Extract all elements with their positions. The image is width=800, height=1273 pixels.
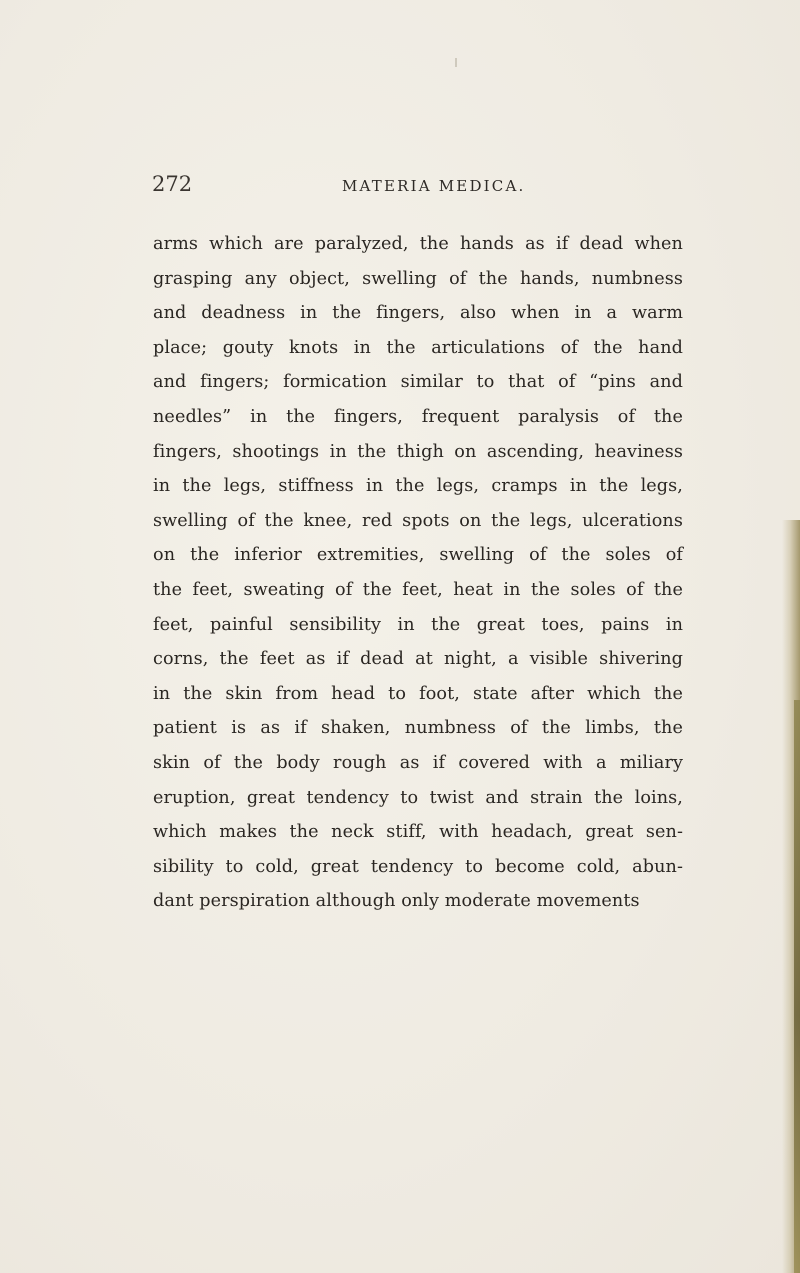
page-edge-discoloration bbox=[794, 700, 800, 1273]
text-line: and deadness in the fingers, also when in a warm bbox=[153, 303, 683, 324]
text-line: corns, the feet as if dead at night, a visible shivering bbox=[153, 649, 683, 670]
text-line: feet, painful sensibility in the great toes, pains in bbox=[153, 614, 683, 635]
text-line: fingers, shootings in the thigh on ascending, heaviness bbox=[153, 441, 683, 462]
page-number: 272 bbox=[152, 172, 193, 196]
text-line: which makes the neck stiff, with headach, great sen- bbox=[153, 822, 683, 843]
text-line: grasping any object, swelling of the hands, numbness bbox=[153, 268, 683, 289]
text-line: arms which are paralyzed, the hands as if dead when bbox=[153, 234, 683, 254]
text-line: in the skin from head to foot, state after which the bbox=[153, 683, 683, 704]
text-line: sibility to cold, great tendency to become cold, abun- bbox=[153, 856, 683, 877]
text-line: patient is as if shaken, numbness of the limbs, the bbox=[153, 718, 683, 739]
text-line: and fingers; formication similar to that of “pins and bbox=[153, 372, 683, 393]
text-line: needles” in the fingers, frequent paralysis of the bbox=[153, 406, 683, 427]
text-line: place; gouty knots in the articulations of the hand bbox=[153, 337, 683, 358]
running-head-title: MATERIA MEDICA. bbox=[342, 177, 526, 195]
running-head bbox=[152, 172, 672, 202]
text-line: on the inferior extremities, swelling of the soles of bbox=[153, 545, 683, 566]
text-line: the feet, sweating of the feet, heat in the soles of the bbox=[153, 579, 683, 600]
paper-speck bbox=[455, 58, 457, 67]
text-line: in the legs, stiffness in the legs, cramps in the legs, bbox=[153, 476, 683, 497]
text-line: swelling of the knee, red spots on the legs, ulcerations bbox=[153, 510, 683, 531]
text-line: dant perspiration although only moderate movements bbox=[153, 891, 640, 912]
text-line: eruption, great tendency to twist and strain the loins, bbox=[153, 787, 683, 808]
text-line: skin of the body rough as if covered with a miliary bbox=[153, 752, 683, 773]
body-text bbox=[153, 227, 683, 919]
